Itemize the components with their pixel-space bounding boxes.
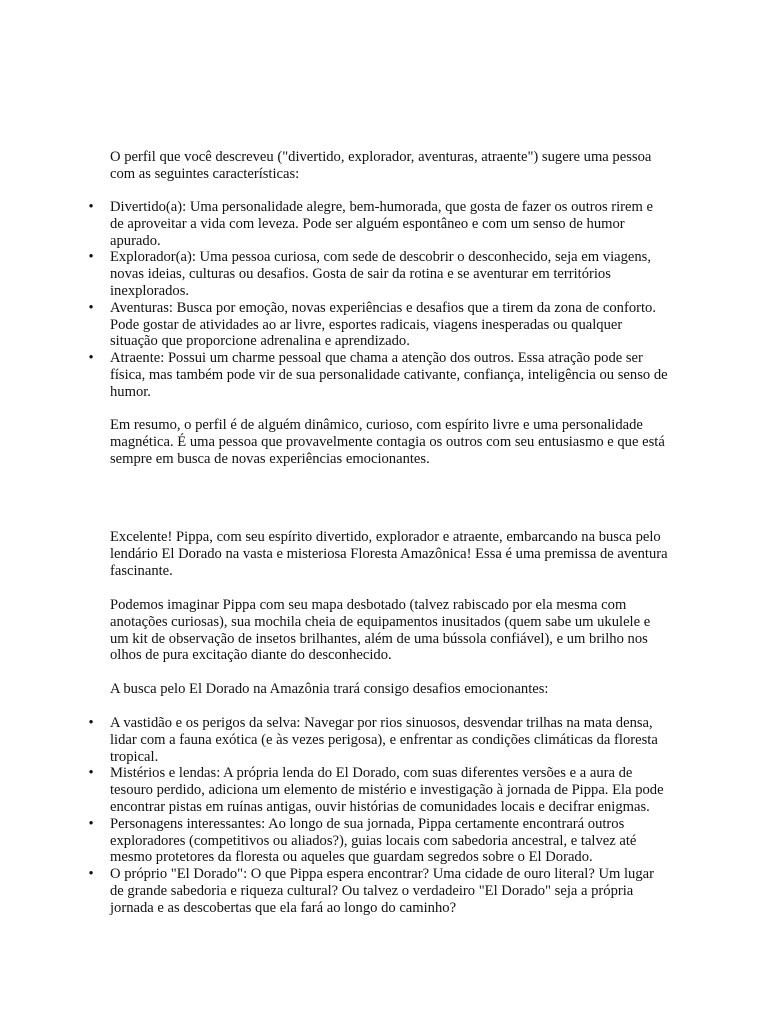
list-item <box>88 350 670 400</box>
list-item <box>88 866 670 916</box>
list-item-text: Aventuras: Busca por emoção, novas experiências e desafios que a tirem da zona de conforto. Pode gostar de atividades ao ar livre, esportes radicais, viagens inesperadas ou qualquer situação que proporcione adrenalina e aprendizado. <box>110 299 656 350</box>
challenges-list <box>88 715 670 917</box>
intro-paragraph: O perfil que você descreveu ("divertido, explorador, aventuras, atraente") sugere uma pessoa com as seguintes características: <box>110 149 652 182</box>
list-item <box>88 815 670 866</box>
list-item-text: Explorador(a): Uma pessoa curiosa, com sede de descobrir o desconhecido, seja em viagens, novas ideias, culturas ou desafios. Gosta de sair da rotina e se aventurar em territórios inexplorados. <box>110 249 651 299</box>
list-item-text: Mistérios e lendas: A própria lenda do El Dorado, com suas diferentes versões e a aura de tesouro perdido, adiciona um elemento de mistério e investigação à jornada de Pippa. Ela pode encontrar pistas em ruínas antigas, ouvir histórias de comunidades locais e decifrar enigmas. <box>110 765 664 815</box>
list-item-text: O próprio "El Dorado": O que Pippa espera encontrar? Uma cidade de ouro literal? Um lugar de grande sabedoria e riqueza cultural? Ou talvez o verdadeiro "El Dorado" seja a própria jornada e as descobertas que ela fará ao longo do caminho? <box>110 866 654 916</box>
list-item <box>88 199 670 249</box>
bullet-icon: • <box>88 299 94 316</box>
summary-paragraph: Em resumo, o perfil é de alguém dinâmico, curioso, com espírito livre e uma personalidade magnética. É uma pessoa que provavelmente contagia os outros com seu entusiasmo e que está sempre em busca de novas experiências emocionantes. <box>110 417 665 467</box>
list-item-text: Atraente: Possui um charme pessoal que chama a atenção dos outros. Essa atração pode ser física, mas também pode vir de sua personalidade cativante, confiança, inteligência ou senso de humor. <box>110 350 668 400</box>
list-item <box>88 249 670 299</box>
bullet-icon: • <box>88 249 94 266</box>
bullet-icon: • <box>88 765 94 782</box>
bullet-icon: • <box>88 815 94 832</box>
list-item <box>88 765 670 815</box>
bullet-icon: • <box>88 715 94 731</box>
pippa-gear-paragraph: Podemos imaginar Pippa com seu mapa desbotado (talvez rabiscado por ela mesma com anotações curiosas), sua mochila cheia de equipamentos inusitados (quem sabe um ukulele e um kit de observação de insetos brilhantes, além de uma bússola confiável), e um brilho nos olhos de pura excitação diante do desconhecido. <box>110 597 651 664</box>
traits-list <box>88 199 670 401</box>
list-item <box>88 299 670 350</box>
list-item-text: Personagens interessantes: Ao longo de sua jornada, Pippa certamente encontrará outros exploradores (competitivos ou aliados?), guias locais com sabedoria ancestral, e talvez até mesmo protetores da floresta ou aqueles que guardam segredos sobre o El Dorado. <box>110 815 637 866</box>
bullet-icon: • <box>88 866 94 883</box>
list-item <box>88 715 670 765</box>
challenges-intro-paragraph: A busca pelo El Dorado na Amazônia trará consigo desafios emocionantes: <box>110 681 549 697</box>
list-item-text: A vastidão e os perigos da selva: Navegar por rios sinuosos, desvendar trilhas na mata densa, lidar com a fauna exótica (e às vezes perigosa), e enfrentar as condições climáticas da floresta tropical. <box>110 715 658 765</box>
bullet-icon: • <box>88 350 94 367</box>
pippa-intro-paragraph: Excelente! Pippa, com seu espírito divertido, explorador e atraente, embarcando na busca pelo lendário El Dorado na vasta e misteriosa Floresta Amazônica! Essa é uma premissa de aventura fascinante. <box>110 529 668 579</box>
list-item-text: Divertido(a): Uma personalidade alegre, bem-humorada, que gosta de fazer os outros rirem e de aproveitar a vida com leveza. Pode ser alguém espontâneo e com um senso de humor apurado. <box>110 199 653 249</box>
bullet-icon: • <box>88 199 94 215</box>
